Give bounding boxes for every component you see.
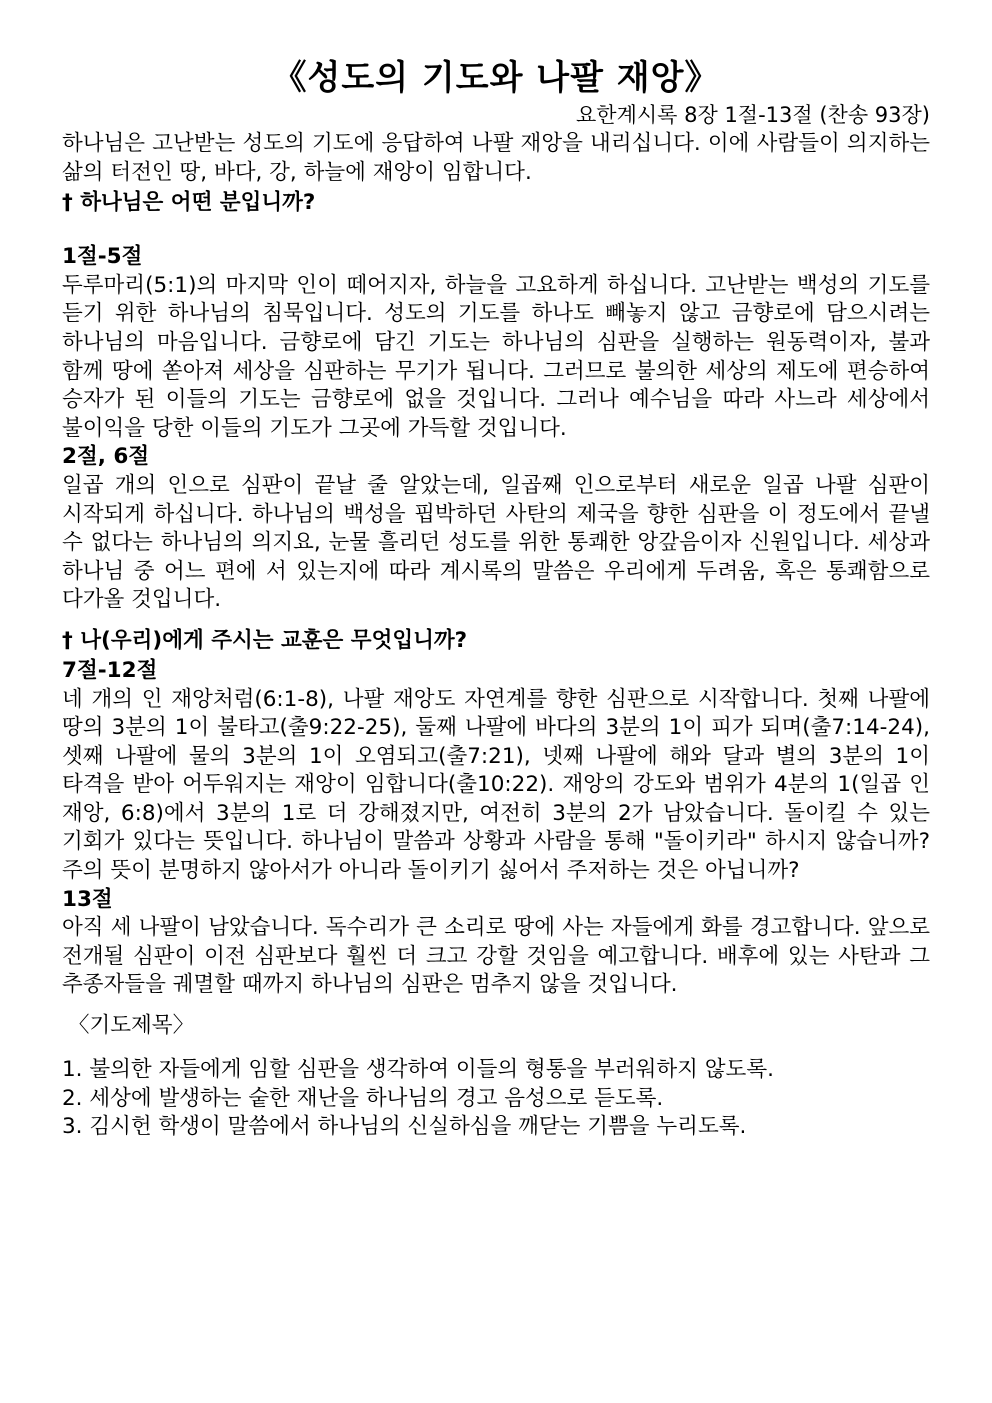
section-heading-lesson: † 나(우리)에게 주시는 교훈은 무엇입니까? <box>62 627 468 653</box>
intro-paragraph: 하나님은 고난받는 성도의 기도에 응답하여 나팔 재앙을 내리십니다. 이에 사람들이 의지하는 삶의 터전인 땅, 바다, 강, 하늘에 재앙이 임합니다. <box>62 131 930 185</box>
prayer-list <box>62 1056 930 1142</box>
prayer-item: 3. 김시헌 학생이 말씀에서 하나님의 신실하심을 깨닫는 기쁨을 누리도록. <box>62 1114 747 1140</box>
scripture-reference: 요한계시록 8장 1절-13절 (찬송 93장) <box>576 103 930 127</box>
page-title: 《성도의 기도와 나팔 재앙》 <box>272 58 720 98</box>
prayer-item: 1. 불의한 자들에게 임할 심판을 생각하여 이들의 형통을 부러워하지 않도록. <box>62 1057 774 1083</box>
section-heading-who-is-god: † 하나님은 어떤 분입니까? <box>62 190 316 216</box>
verse-paragraph: 네 개의 인 재앙처럼(6:1-8), 나팔 재앙도 자연계를 향한 심판으로 시작합니다. 첫째 나팔에 땅의 3분의 1이 불타고(출9:22-25), 둘째 나팔에 바다의 3분의 1이 피가 되며(출7:14-24), 셋째 나팔에 물의 3분의 1이 오염되고(출7:21), 넷째 나팔에 해와 달과 별의 3분의 1이 타격을 받아 어두워지는 재앙이 임합니다(출10:22). 재앙의 강도와 범위가 4분의 1(일곱 인 재앙, 6:8)에서 3분의 1로 더 강해졌지만, 여전히 3분의 2가 남았습니다. 돌이킬 수 있는 기회가 있다는 뜻입니다. 하나님이 말씀과 상황과 사람을 통해 "돌이키라" 하시지 않습니까? 주의 뜻이 분명하지 않아서가 아니라 돌이키기 싫어서 주저하는 것은 아닙니까? <box>62 686 930 884</box>
verse-paragraph: 아직 세 나팔이 남았습니다. 독수리가 큰 소리로 땅에 사는 자들에게 화를 경고합니다. 앞으로 전개될 심판이 이전 심판보다 훨씬 더 크고 강할 것임을 예고합니다. 배후에 있는 사탄과 그 추종자들을 궤멸할 때까지 하나님의 심판은 멈추지 않을 것입니다. <box>62 915 930 998</box>
prayer-item: 2. 세상에 발생하는 숱한 재난을 하나님의 경고 음성으로 듣도록. <box>62 1085 664 1111</box>
verse-paragraph: 일곱 개의 인으로 심판이 끝날 줄 알았는데, 일곱째 인으로부터 새로운 일곱 나팔 심판이 시작되게 하십니다. 하나님의 백성을 핍박하던 사탄의 제국을 향한 심판을 이 정도에서 끝낼 수 없다는 하나님의 의지요, 눈물 흘리던 성도를 위한 통쾌한 앙갚음이자 신원입니다. 세상과 하나님 중 어느 편에 서 있는지에 따라 계시록의 말씀은 우리에게 두려움, 혹은 통쾌함으로 다가올 것입니다. <box>62 472 930 613</box>
verse-paragraph: 두루마리(5:1)의 마지막 인이 떼어지자, 하늘을 고요하게 하십니다. 고난받는 백성의 기도를 듣기 위한 하나님의 침묵입니다. 성도의 기도를 하나도 빼놓지 않고 금향로에 담으시려는 하나님의 마음입니다. 금향로에 담긴 기도는 하나님의 심판을 실행하는 원동력이자, 불과 함께 땅에 쏟아져 세상을 심판하는 무기가 됩니다. 그러므로 불의한 세상의 제도에 편승하여 승자가 된 이들의 기도는 금향로에 없을 것입니다. 그러나 예수님을 따라 사느라 세상에서 불이익을 당한 이들의 기도가 그곳에 가득할 것입니다. <box>62 272 930 441</box>
prayer-title: 〈기도제목〉 <box>68 1013 195 1039</box>
verse-label: 2절, 6절 <box>62 444 150 470</box>
verse-label: 13절 <box>62 886 113 912</box>
verse-label: 1절-5절 <box>62 244 143 270</box>
verse-label: 7절-12절 <box>62 657 158 683</box>
